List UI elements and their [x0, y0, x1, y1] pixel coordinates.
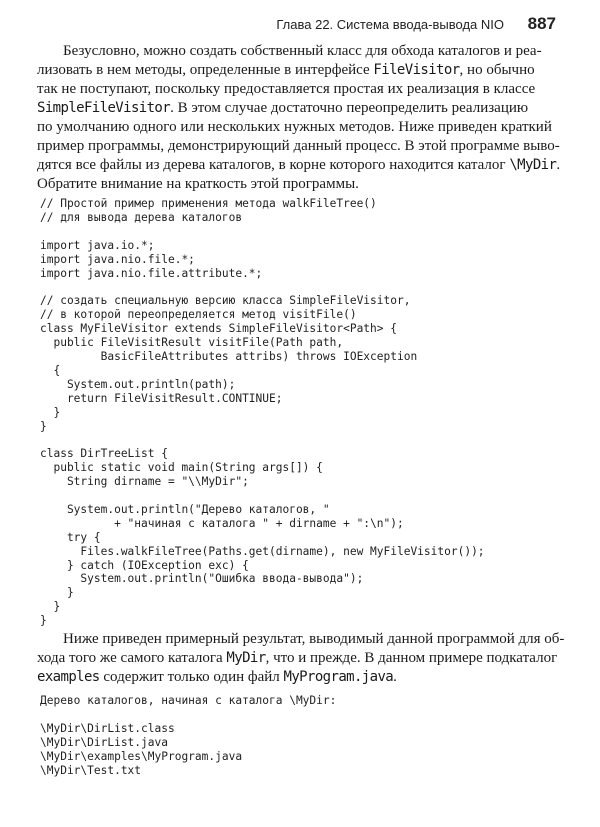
text-run: Ниже приведен примерный результат, выводимый данной программой для об-	[63, 631, 565, 647]
text-run: , но обычно	[459, 62, 535, 78]
code-line: }	[40, 586, 74, 600]
text-line	[37, 630, 565, 649]
page-number: 887	[527, 14, 556, 33]
code-line: \MyDir\examples\MyProgram.java	[40, 749, 243, 763]
code-line: import java.nio.file.attribute.*;	[40, 266, 263, 280]
text-run: .	[556, 157, 561, 173]
text-line	[37, 156, 559, 175]
code-line: import java.nio.file.*;	[40, 252, 195, 266]
code-line: }	[40, 419, 47, 433]
text-run: .	[393, 669, 397, 685]
code-line: public FileVisitResult visitFile(Path path,	[40, 336, 344, 350]
code-line: + "начиная с каталога " + dirname + ":\n");	[40, 516, 404, 530]
code-line: Дерево каталогов, начиная с каталога \MyDir:	[40, 694, 337, 707]
code-line: return FileVisitResult.CONTINUE;	[40, 391, 283, 405]
code-listing	[40, 197, 485, 628]
code-line: \MyDir\Test.txt	[40, 763, 142, 777]
chapter-title: Глава 22. Система ввода-вывода NIO	[276, 17, 504, 32]
code-line: import java.io.*;	[40, 238, 155, 252]
code-line: System.out.println("Ошибка ввода-вывода");	[40, 572, 364, 586]
inline-code: \MyDir	[509, 157, 557, 173]
code-line: }	[40, 405, 61, 419]
text-run: дятся все файлы из дерева каталогов, в корне которого находится каталог	[37, 157, 510, 173]
code-line: public static void main(String args[]) {	[40, 461, 323, 475]
code-line: // для вывода дерева каталогов	[40, 210, 243, 224]
code-line: String dirname = "\\MyDir";	[40, 475, 249, 489]
code-line: }	[40, 600, 61, 614]
text-run: , что и прежде. В данном примере подкаталог	[265, 650, 558, 666]
text-line	[37, 118, 559, 137]
inline-code: MyDir	[226, 650, 266, 666]
inline-code: FileVisitor	[373, 62, 460, 78]
text-line	[37, 61, 559, 80]
text-run: . В этом случае достаточно переопределить реализацию	[170, 100, 529, 116]
code-line: \MyDir\DirList.java	[40, 735, 168, 749]
text-run: пример программы, демонстрирующий данный процесс. В этой программе выво-	[37, 138, 560, 154]
code-line: class DirTreeList {	[40, 447, 168, 461]
code-line: {	[40, 363, 61, 377]
text-run: Обратите внимание на краткость этой программы.	[37, 176, 359, 192]
code-line: }	[40, 614, 47, 628]
program-output	[40, 694, 336, 777]
code-line: try {	[40, 530, 101, 544]
text-line	[37, 668, 559, 687]
text-line	[37, 80, 559, 99]
code-line: class MyFileVisitor extends SimpleFileVisitor<Path> {	[40, 322, 397, 336]
text-run: хода того же самого каталога	[37, 650, 227, 666]
text-line	[37, 175, 559, 194]
intro-paragraph	[37, 42, 559, 194]
code-line: \MyDir\DirList.class	[40, 721, 175, 735]
text-run: Безусловно, можно создать собственный класс для обхода каталогов и реа-	[63, 43, 542, 59]
text-run: так не поступают, поскольку предоставляется простая их реализация в классе	[37, 81, 536, 97]
code-line: System.out.println("Дерево каталогов, "	[40, 502, 330, 516]
text-run: лизовать в нем методы, определенные в интерфейсе	[37, 62, 374, 78]
result-paragraph	[37, 630, 565, 687]
code-line: System.out.println(path);	[40, 377, 236, 391]
running-header	[0, 14, 556, 36]
text-run: содержит только один файл	[99, 669, 284, 685]
inline-code: SimpleFileVisitor	[37, 100, 171, 116]
code-line: // создать специальную версию класса SimpleFileVisitor,	[40, 294, 411, 308]
text-line	[37, 649, 559, 668]
inline-code: examples	[37, 669, 100, 685]
text-line	[37, 42, 559, 61]
code-line: BasicFileAttributes attribs) throws IOException	[40, 349, 418, 363]
inline-code: MyProgram.java	[283, 669, 394, 685]
text-line	[37, 137, 559, 156]
code-line: // в которой переопределяется метод visitFile()	[40, 308, 357, 322]
text-run: по умолчанию одного или нескольких нужных методов. Ниже приведен краткий	[37, 119, 552, 135]
code-line: } catch (IOException exc) {	[40, 558, 249, 572]
code-line: Files.walkFileTree(Paths.get(dirname), new MyFileVisitor());	[40, 544, 485, 558]
code-line: // Простой пример применения метода walkFileTree()	[40, 197, 377, 210]
text-line	[37, 99, 559, 118]
